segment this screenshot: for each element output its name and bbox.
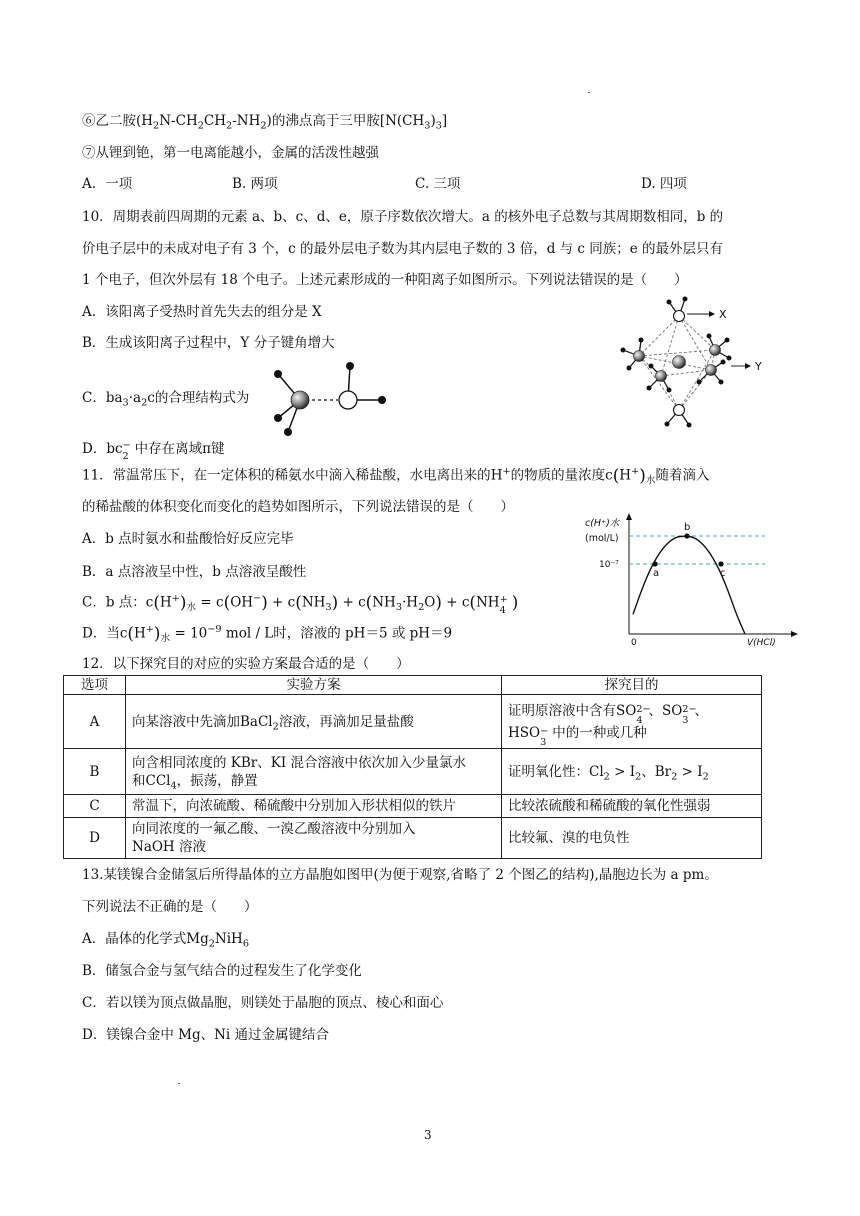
table-header-goal: 探究目的 [502, 676, 762, 695]
q13-option-c[interactable]: C．若以镁为顶点做晶胞，则镁处于晶胞的顶点、棱心和面心 [82, 995, 444, 1011]
item-6: ⑥乙二胺$(H_2N-CH_2CH_2-NH_2)$的沸点高于三甲胺$[N(CH_3)_3]$ [82, 113, 448, 132]
row-b-plan: 向含相同浓度的 KBr、KI 混合溶液中依次加入少量氯水 和CCl$_4$，振荡，静置 [126, 749, 502, 795]
stray-mark [178, 1083, 180, 1084]
q10-option-d[interactable]: D．bc − 2 中存在离域π键 [82, 440, 225, 463]
q10-stem-3: 1 个电子，但次外层有 18 个电子。上述元素形成的一种阳离子如图所示。下列说法错误的是（ ） [82, 272, 688, 288]
q11-option-b[interactable]: B．a 点溶液呈中性，b 点溶液呈酸性 [82, 564, 307, 580]
q13-option-a-pre: A．晶体的化学式 [82, 931, 187, 947]
row-b-goal: 证明氧化性：$Cl_2 > I_2$、$Br_2 > I_2$ [502, 749, 762, 795]
stray-mark [588, 92, 590, 93]
table-header-option: 选项 [64, 676, 126, 695]
row-d-plan [126, 818, 502, 859]
q11-option-c[interactable]: C．b 点：$c(H^+)_水 = c(OH^-) + c(NH_3) + c(NH_3\cdot H_2O) + c(NH$ + 4 ) [82, 592, 519, 616]
row-a-option: A [64, 695, 126, 749]
q11-chart-ytick: 10⁻⁷ [599, 560, 619, 570]
q11-chart-ylabel-2: (mol/L) [585, 533, 619, 544]
q13-stem-2: 下列说法不正确的是（ ） [82, 899, 258, 915]
q11-option-d-post: 时，溶液的 pH＝5 或 pH＝9 [273, 625, 453, 642]
row-a-plan-pre: 向某溶液中先滴加 [132, 713, 240, 730]
row-b-option: B [64, 749, 126, 795]
q9-option-a[interactable]: A．一项 [82, 176, 133, 192]
row-a-plan-post: 溶液，再滴加足量盐酸 [278, 713, 414, 730]
table-row[interactable] [64, 749, 762, 795]
q13-option-b[interactable]: B．储氢合金与氢气结合的过程发生了化学变化 [82, 963, 362, 979]
q9-option-b[interactable]: B. 两项 [232, 176, 278, 192]
q11-option-d[interactable]: D．当$c(H^+)_水 = 10^{-9}$ mol / L时，溶液的 pH＝5 或 pH＝9 [82, 623, 453, 645]
row-b-goal-sep: 、 [641, 763, 655, 780]
q10-structure-formula-figure [270, 360, 400, 440]
row-a-plan: 向某溶液中先滴加BaCl$_2$溶液，再滴加足量盐酸 [126, 695, 502, 749]
table-row[interactable] [64, 818, 762, 859]
q10-option-a[interactable]: A．该阳离子受热时首先失去的组分是 X [82, 304, 322, 320]
row-d-option: D [64, 818, 126, 859]
q13-stem-1: 13.某镁镍合金储氢后所得晶体的立方晶胞如图甲(为便于观察,省略了 2 个图乙的结构),晶胞边长为 a pm。 [82, 867, 718, 883]
row-b-goal-pre: 证明氧化性： [508, 763, 589, 780]
page-number: 3 [424, 1128, 432, 1142]
row-b-plan-post2: ，振荡，静置 [176, 772, 258, 789]
q9-option-c[interactable]: C. 三项 [415, 176, 461, 192]
q11-stem-2: 的稀盐酸的体积变化而变化的趋势如图所示，下列说法错误的是（ ） [82, 499, 514, 515]
q11-stem-1: 11．常温常压下，在一定体积的稀氨水中滴入稀盐酸，水电离出来的H+的物质的量浓度$c(H^+)_水$随着滴入 [82, 465, 710, 487]
q11-chart-label-c: c [720, 568, 726, 579]
table-row[interactable] [64, 795, 762, 818]
q11-stem-1-pre: 11．常温常压下，在一定体积的稀氨水中滴入稀盐酸，水电离出来的 [82, 467, 491, 484]
q13-option-a[interactable]: A．晶体的化学式$Mg_2NiH_6$ [82, 931, 249, 950]
row-d-plan-line2: NaOH 溶液 [132, 839, 206, 855]
row-a-goal-pre: 证明原溶液中含有 [508, 702, 616, 719]
q11-chart-label-b: b [684, 522, 691, 533]
q13-option-d[interactable]: D．镁镍合金中 Mg、Ni 通过金属键结合 [82, 1027, 330, 1043]
q9-option-d[interactable]: D. 四项 [641, 176, 687, 192]
q10-option-c[interactable]: C．$ba_3\cdot a_2c$的合理结构式为 [82, 390, 250, 409]
q10-option-c-text: 的合理结构式为 [154, 390, 250, 406]
q11-chart-point-a [652, 561, 657, 566]
table-header-plan: 实验方案 [126, 676, 502, 695]
table-header-row [64, 676, 762, 695]
row-d-plan-line1: 向同浓度的一氟乙酸、一溴乙酸溶液中分别加入 [132, 821, 416, 837]
row-c-plan: 常温下，向浓硫酸、稀硫酸中分别加入形状相似的铁片 [126, 795, 502, 818]
item-7: ⑦从锂到铯，第一电离能越小，金属的活泼性越强 [82, 145, 379, 161]
q10-option-d-label: D． [82, 441, 107, 457]
q12-stem: 12．以下探究目的对应的实验方案最合适的是（ ） [82, 656, 410, 672]
q10-cation-figure [615, 292, 795, 432]
q10-option-d-text: 中存在离域π键 [134, 441, 225, 457]
q10-stem-2: 价电子层中的未成对电子有 3 个，c 的最外层电子数为其内层电子数的 3 倍，d 与 c 同族；e 的最外层只有 [82, 241, 724, 257]
q11-chart-point-c [718, 561, 723, 566]
q10-stem-1: 10．周期表前四周期的元素 a、b、c、d、e，原子序数依次增大。a 的核外电子总数与其周期数相同，b 的 [82, 209, 724, 225]
table-row[interactable] [64, 695, 762, 749]
q11-chart [585, 512, 800, 647]
row-a-goal-post: 中的一种或几种 [552, 724, 647, 741]
q11-option-c-label: C．b 点： [82, 594, 146, 611]
row-a-goal: 证明原溶液中含有SO 2− 4 、SO 2− 3 、 HSO − 3 中的一种或几种 [502, 695, 762, 749]
q11-chart-label-a: a [653, 568, 660, 579]
q10-option-c-label: C． [82, 390, 106, 406]
row-c-option: C [64, 795, 126, 818]
row-d-goal: 比较氟、溴的电负性 [502, 818, 762, 859]
q11-chart-origin: 0 [631, 638, 637, 647]
q11-chart-point-b [684, 533, 689, 538]
q11-stem-1-mid: 的物质的量浓度 [510, 467, 606, 484]
q11-chart-xlabel: V(HCl) [747, 638, 776, 647]
row-c-goal: 比较浓硫酸和稀硫酸的氧化性强弱 [502, 795, 762, 818]
row-a-goal-sep: 、 [648, 702, 662, 719]
q10-figure-label-y: Y [755, 360, 762, 373]
q11-option-a[interactable]: A．b 点时氨水和盐酸恰好反应完毕 [82, 531, 294, 547]
q11-stem-1-post: 随着滴入 [655, 467, 710, 484]
q10-figure-label-x: X [719, 308, 727, 321]
q11-chart-curve [633, 536, 745, 634]
q11-option-d-pre: D．当 [82, 625, 120, 642]
q10-option-b[interactable]: B．生成该阳离子过程中，Y 分子键角增大 [82, 335, 335, 351]
row-b-plan-line1: 向含相同浓度的 KBr、KI 混合溶液中依次加入少量氯水 [132, 754, 466, 771]
q11-chart-ylabel-1: c(H⁺)水 [585, 518, 620, 529]
row-b-plan-pre2: 和 [132, 772, 146, 789]
q12-table [63, 675, 762, 859]
